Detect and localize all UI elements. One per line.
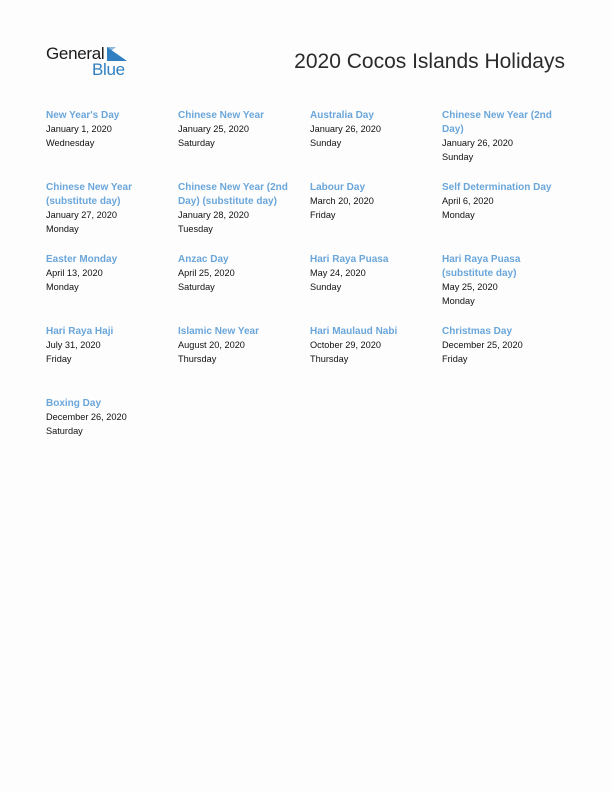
holiday-entry xyxy=(310,109,442,181)
holiday-date: May 24, 2020 xyxy=(310,268,366,278)
holiday-date: January 26, 2020 xyxy=(442,138,514,148)
holiday-name: Chinese New Year (2nd Day) (substitute day) xyxy=(178,182,288,207)
holiday-entry xyxy=(46,397,178,469)
holiday-weekday: Tuesday xyxy=(178,223,213,234)
holiday-name: Hari Maulaud Nabi xyxy=(310,326,398,337)
blue-triangle-flag-icon xyxy=(107,47,127,61)
holiday-weekday: Friday xyxy=(310,209,336,220)
holiday-weekday: Sunday xyxy=(310,281,342,292)
holiday-name: Boxing Day xyxy=(46,398,102,409)
holiday-entry xyxy=(178,253,310,325)
holiday-entry xyxy=(442,253,574,325)
holiday-entry xyxy=(178,325,310,397)
page-title: 2020 Cocos Islands Holidays xyxy=(294,50,565,73)
holiday-entry xyxy=(46,181,178,253)
holiday-grid xyxy=(46,109,574,469)
holiday-date: April 6, 2020 xyxy=(442,196,494,206)
holiday-date: August 20, 2020 xyxy=(178,340,245,350)
holiday-date: January 27, 2020 xyxy=(46,210,118,220)
holiday-name: Australia Day xyxy=(310,110,374,121)
holiday-entry xyxy=(46,109,178,181)
holiday-weekday: Monday xyxy=(46,281,79,292)
holiday-name: Islamic New Year xyxy=(178,326,259,337)
holiday-name: Easter Monday xyxy=(46,254,118,265)
holiday-date: March 20, 2020 xyxy=(310,196,374,206)
holiday-name: Self Determination Day xyxy=(442,182,552,193)
holiday-name: Chinese New Year (2nd Day) xyxy=(442,110,552,135)
brand-logo xyxy=(46,44,136,80)
holiday-date: December 25, 2020 xyxy=(442,340,523,350)
holiday-entry xyxy=(178,109,310,181)
holiday-date: October 29, 2020 xyxy=(310,340,381,350)
holiday-date: April 25, 2020 xyxy=(178,268,235,278)
holiday-weekday: Wednesday xyxy=(46,137,95,148)
holiday-weekday: Friday xyxy=(442,353,468,364)
holiday-date: July 31, 2020 xyxy=(46,340,101,350)
holiday-weekday: Friday xyxy=(46,353,72,364)
holiday-name: Hari Raya Haji xyxy=(46,326,114,337)
holiday-weekday: Saturday xyxy=(178,281,215,292)
holiday-entry xyxy=(46,253,178,325)
holiday-date: January 26, 2020 xyxy=(310,124,382,134)
holiday-entry xyxy=(442,181,574,253)
logo-word-blue: Blue xyxy=(92,60,125,79)
holiday-weekday: Thursday xyxy=(178,353,217,364)
holiday-name: Hari Raya Puasa xyxy=(310,254,389,265)
holiday-entry xyxy=(310,253,442,325)
holiday-entry xyxy=(310,325,442,397)
holiday-weekday: Monday xyxy=(442,209,475,220)
holiday-name: Hari Raya Puasa (substitute day) xyxy=(442,254,521,279)
holiday-entry xyxy=(442,109,574,181)
holiday-weekday: Monday xyxy=(46,223,79,234)
holiday-entry xyxy=(442,325,574,397)
holiday-date: January 28, 2020 xyxy=(178,210,250,220)
holiday-entry xyxy=(178,181,310,253)
holiday-weekday: Monday xyxy=(442,295,475,306)
holiday-date: December 26, 2020 xyxy=(46,412,127,422)
holiday-weekday: Saturday xyxy=(178,137,215,148)
holiday-entry xyxy=(310,181,442,253)
holiday-name: Christmas Day xyxy=(442,326,513,337)
holiday-date: January 1, 2020 xyxy=(46,124,112,134)
holiday-weekday: Thursday xyxy=(310,353,349,364)
holiday-name: New Year's Day xyxy=(46,110,120,121)
holiday-date: April 13, 2020 xyxy=(46,268,103,278)
holiday-entry xyxy=(46,325,178,397)
holiday-name: Anzac Day xyxy=(178,254,229,265)
logo-word-general: General xyxy=(46,44,105,63)
holiday-name: Chinese New Year xyxy=(178,110,264,121)
holiday-name: Labour Day xyxy=(310,182,366,193)
holiday-name: Chinese New Year (substitute day) xyxy=(46,182,132,207)
holiday-date: January 25, 2020 xyxy=(178,124,250,134)
holiday-weekday: Sunday xyxy=(310,137,342,148)
holiday-weekday: Saturday xyxy=(46,425,83,436)
holiday-date: May 25, 2020 xyxy=(442,282,498,292)
holiday-weekday: Sunday xyxy=(442,151,474,162)
